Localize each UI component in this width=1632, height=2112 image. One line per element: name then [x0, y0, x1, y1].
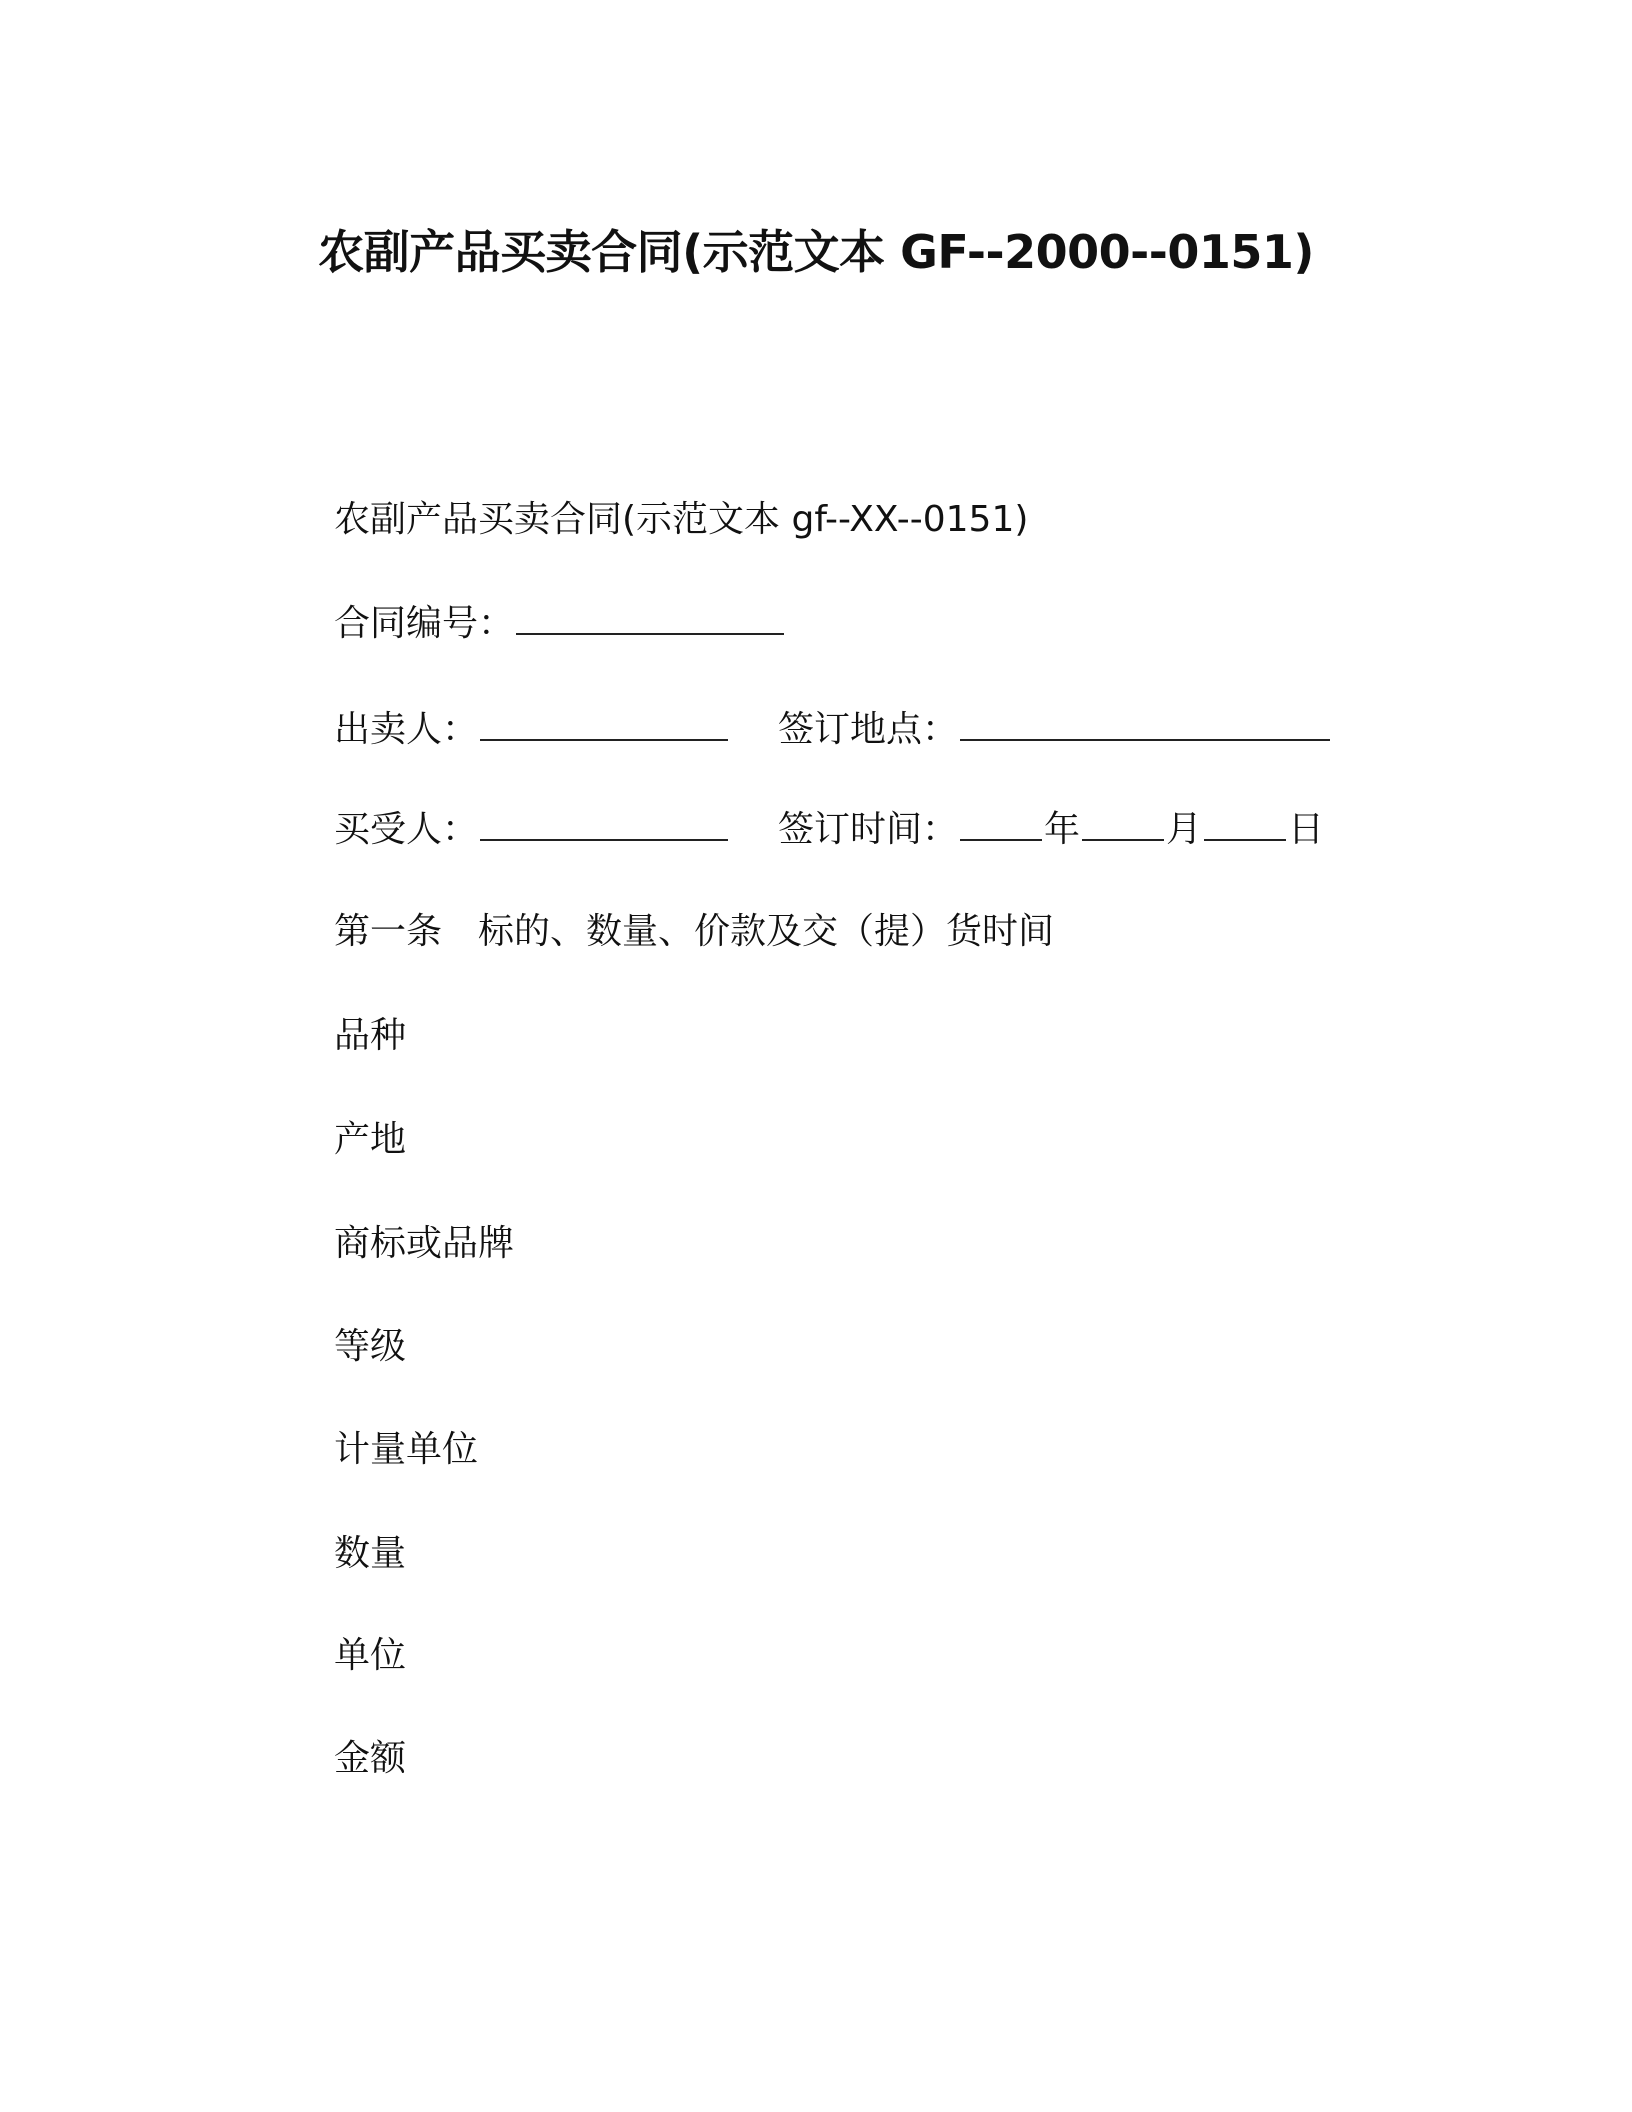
field-quantity: 数量	[334, 1533, 407, 1574]
seller-blank	[480, 709, 728, 741]
article-1-title: 标的、数量、价款及交（提）货时间	[478, 911, 1055, 952]
year-label: 年	[1044, 809, 1081, 850]
field-variety: 品种	[334, 1015, 407, 1056]
document-title: 农副产品买卖合同(示范文本 GF--2000--0151)	[318, 225, 1314, 279]
field-brand: 商标或品牌	[334, 1223, 515, 1264]
month-blank	[1082, 809, 1164, 841]
buyer-row	[334, 806, 730, 854]
field-measure-unit: 计量单位	[334, 1429, 479, 1470]
sign-place-blank	[960, 709, 1330, 741]
article-1-number: 第一条	[334, 911, 443, 952]
contract-number-blank	[516, 603, 784, 635]
year-blank	[960, 809, 1042, 841]
day-label: 日	[1288, 809, 1325, 850]
contract-number-row	[334, 600, 786, 648]
field-amount: 金额	[334, 1738, 407, 1779]
day-blank	[1204, 809, 1286, 841]
month-label: 月	[1166, 809, 1203, 850]
contract-number-label: 合同编号：	[334, 603, 515, 644]
document-subtitle: 农副产品买卖合同(示范文本 gf--XX--0151)	[334, 499, 1029, 540]
seller-label: 出卖人：	[334, 709, 479, 750]
buyer-label: 买受人：	[334, 809, 479, 850]
seller-row	[334, 706, 730, 754]
sign-time-label: 签订时间：	[778, 809, 959, 850]
field-origin: 产地	[334, 1119, 407, 1160]
sign-place-row	[778, 706, 1332, 754]
field-unit: 单位	[334, 1635, 407, 1676]
buyer-blank	[480, 809, 728, 841]
article-1-heading	[334, 908, 1054, 956]
sign-time-row	[778, 806, 1324, 854]
field-grade: 等级	[334, 1326, 407, 1367]
sign-place-label: 签订地点：	[778, 709, 959, 750]
